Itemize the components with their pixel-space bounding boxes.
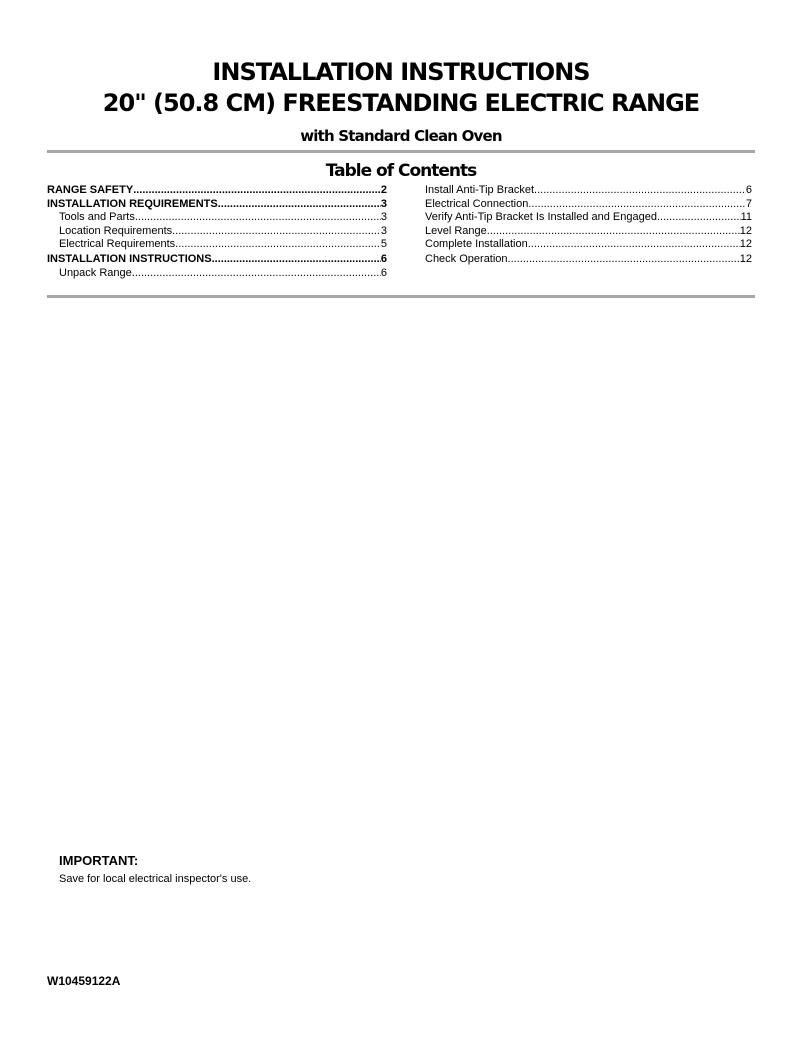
toc-entry-unpack-range[interactable] [47,267,387,281]
toc-leader-dots [212,253,381,267]
toc-entry-installation-instructions[interactable] [47,253,387,267]
bottom-divider [47,295,755,298]
toc-entry-location-requirements[interactable] [47,225,387,239]
toc-entry-page: 6 [380,252,387,265]
toc-right-column [425,184,752,267]
toc-leader-dots [172,225,381,239]
toc-leader-dots [657,211,741,225]
toc-leader-dots [175,238,381,252]
toc-entry-page: 12 [739,252,752,265]
toc-entry-level-range[interactable] [425,225,752,239]
toc-entry-label: Tools and Parts [59,211,135,224]
toc-leader-dots [487,225,740,239]
toc-entry-label: Complete Installation [425,238,528,251]
toc-leader-dots [132,267,381,281]
toc-entry-label: Electrical Requirements [59,238,176,251]
toc-entry-label: Check Operation [425,252,508,265]
toc-entry-page: 12 [739,224,752,237]
toc-entry-page: 12 [739,238,752,251]
toc-leader-dots [528,198,746,212]
document-number: W10459122A [47,974,121,988]
toc-entry-label: Electrical Connection [425,197,529,210]
document-title-line2: 20" (50.8 CM) FREESTANDING ELECTRIC RANGE [102,89,700,117]
toc-entry-label: INSTALLATION INSTRUCTIONS [47,252,212,265]
toc-entry-label: Install Anti-Tip Bracket [425,184,535,196]
toc-entry-tools-and-parts[interactable] [47,211,387,225]
toc-entry-verify-anti-tip-bracket[interactable] [425,211,752,225]
toc-entry-label: RANGE SAFETY [47,184,134,196]
toc-entry-label: Level Range [425,224,487,237]
toc-entry-check-operation[interactable] [425,253,752,267]
toc-entry-page: 11 [740,211,752,224]
toc-entry-label: Unpack Range [59,266,132,279]
toc-title: Table of Contents [325,161,477,181]
toc-entry-install-anti-tip-bracket[interactable] [425,184,752,198]
toc-entry-page: 2 [380,184,387,196]
toc-leader-dots [135,211,381,225]
toc-leader-dots [528,238,740,252]
important-heading: IMPORTANT: [59,853,139,868]
toc-entry-label: INSTALLATION REQUIREMENTS [47,197,218,210]
toc-entry-page: 5 [380,238,387,251]
important-notice [59,853,251,886]
top-divider [47,150,755,153]
toc-leader-dots [508,253,740,267]
toc-entry-electrical-requirements[interactable] [47,238,387,252]
important-text: Save for local electrical inspector's use. [59,873,252,885]
toc-entry-electrical-connection[interactable] [425,198,752,212]
toc-entry-page: 6 [745,184,752,196]
document-subtitle: with Standard Clean Oven [300,127,502,145]
toc-entry-label: Verify Anti-Tip Bracket Is Installed and Engaged [425,211,657,224]
toc-entry-page: 3 [380,211,387,224]
toc-entry-page: 7 [745,197,752,210]
toc-entry-label: Location Requirements [59,224,173,237]
toc-left-column [47,184,387,280]
toc-entry-complete-installation[interactable] [425,238,752,252]
toc-entry-page: 3 [380,224,387,237]
toc-leader-dots [133,184,381,198]
toc-entry-range-safety[interactable] [47,184,387,198]
toc-entry-page: 3 [380,197,387,210]
toc-entry-page: 6 [380,266,387,279]
toc-entry-installation-requirements[interactable] [47,198,387,212]
toc-leader-dots [534,184,746,198]
toc-leader-dots [218,198,381,212]
document-title-line1: INSTALLATION INSTRUCTIONS [212,58,590,86]
